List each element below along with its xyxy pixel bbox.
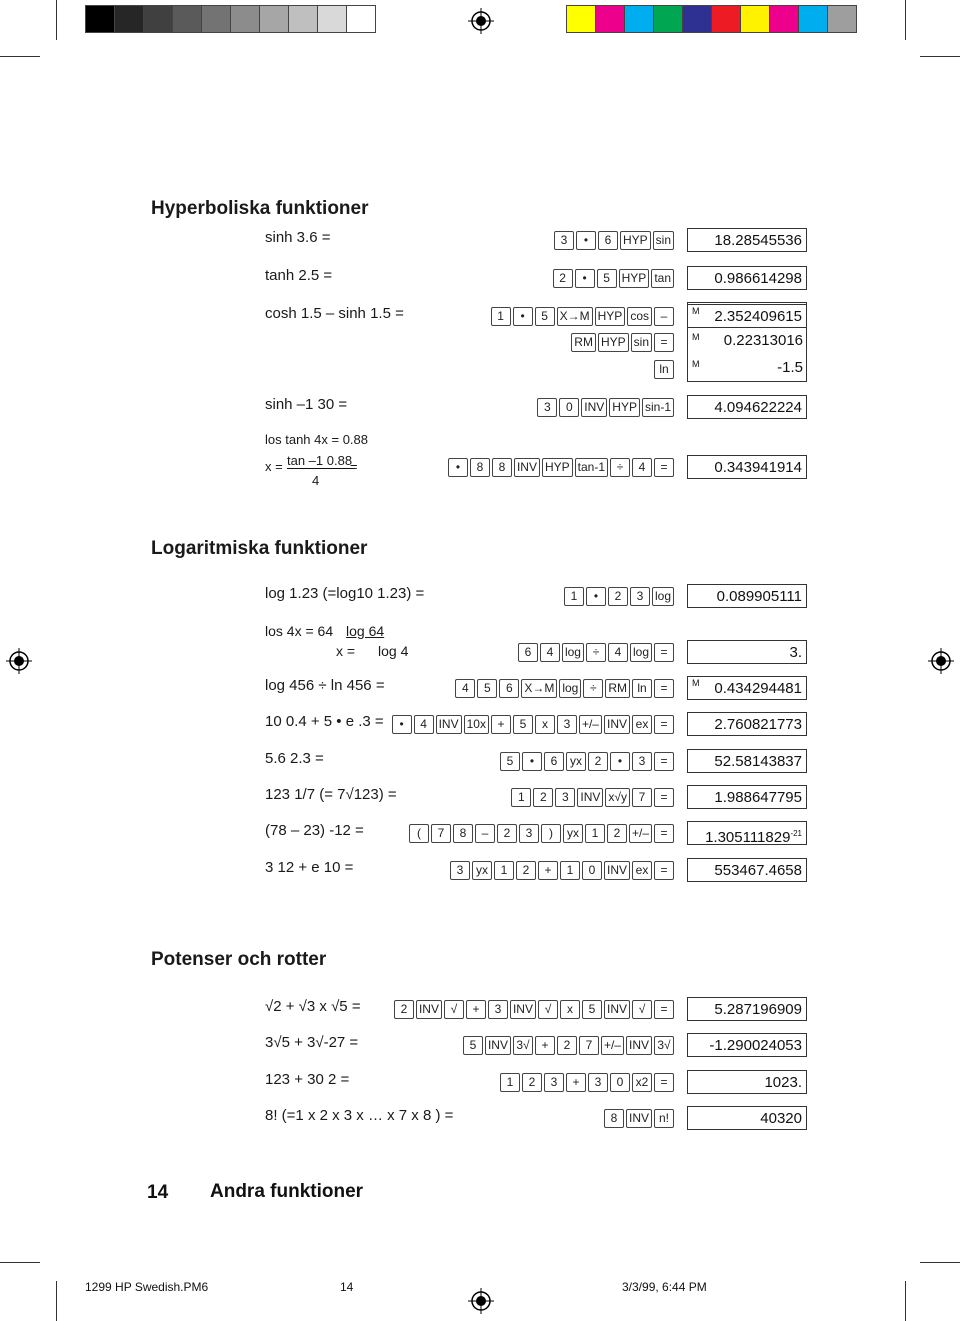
calculator-key: 2 xyxy=(533,788,553,807)
color-swatch xyxy=(260,6,289,32)
calculator-key: 5 xyxy=(463,1036,483,1055)
crop-mark xyxy=(905,1281,906,1321)
calculator-key: yx xyxy=(563,824,583,843)
keystroke-sequence xyxy=(463,1036,674,1055)
color-swatch xyxy=(625,6,654,32)
calculator-key: • xyxy=(575,269,595,288)
calculator-key: INV xyxy=(416,1000,442,1019)
display-result: 5.287196909 xyxy=(687,997,807,1021)
color-swatch xyxy=(567,6,596,32)
crop-mark xyxy=(56,1281,57,1321)
calculator-key: = xyxy=(654,458,674,477)
memory-indicator: M xyxy=(692,332,700,342)
calculator-key: INV xyxy=(514,458,540,477)
example-label: log 4 xyxy=(378,643,409,659)
display-exponent: -21 xyxy=(790,829,802,838)
calculator-key: 2 xyxy=(497,824,517,843)
color-swatch xyxy=(741,6,770,32)
calculator-key: 5 xyxy=(597,269,617,288)
calculator-key: 4 xyxy=(455,679,475,698)
example-label: 3 12 + e 10 = xyxy=(265,859,354,876)
display-result: 52.58143837 xyxy=(687,749,807,773)
calculator-key: √ xyxy=(444,1000,464,1019)
calculator-key: = xyxy=(654,715,674,734)
calculator-key: X→M xyxy=(521,679,557,698)
color-swatch xyxy=(683,6,712,32)
color-bar xyxy=(566,5,857,33)
calculator-key: 4 xyxy=(608,643,628,662)
color-swatch xyxy=(318,6,347,32)
color-swatch xyxy=(654,6,683,32)
footer-date: 3/3/99, 6:44 PM xyxy=(622,1280,707,1294)
keystroke-sequence xyxy=(455,679,674,698)
calculator-key: 7 xyxy=(632,788,652,807)
calculator-key: 4 xyxy=(632,458,652,477)
example-label: x = xyxy=(336,643,356,659)
calculator-key: 2 xyxy=(516,861,536,880)
calculator-key: x2 xyxy=(632,1073,652,1092)
calculator-key: +/– xyxy=(629,824,652,843)
calculator-key: +/– xyxy=(601,1036,624,1055)
display-result: 2.760821773 xyxy=(687,712,807,736)
calculator-key: = xyxy=(654,1000,674,1019)
calculator-key: sin-1 xyxy=(642,398,674,417)
display-result: 0.434294481 xyxy=(687,676,807,700)
calculator-key: INV xyxy=(581,398,607,417)
calculator-key: 0 xyxy=(582,861,602,880)
calculator-key: 3 xyxy=(544,1073,564,1092)
calculator-key: INV xyxy=(604,1000,630,1019)
display-result: 0.986614298 xyxy=(687,266,807,290)
calculator-key: ( xyxy=(409,824,429,843)
keystroke-sequence xyxy=(654,360,674,379)
calculator-key: 1 xyxy=(560,861,580,880)
calculator-key: log xyxy=(562,643,584,662)
color-swatch xyxy=(770,6,799,32)
page-title: Andra funktioner xyxy=(210,1181,364,1202)
calculator-key: ÷ xyxy=(583,679,603,698)
calculator-key: 6 xyxy=(598,231,618,250)
example-label: 4 xyxy=(312,473,320,488)
calculator-key: + xyxy=(491,715,511,734)
example-label: 3√5 + 3√-27 = xyxy=(265,1034,359,1051)
calculator-key: • xyxy=(392,715,412,734)
keystroke-sequence xyxy=(392,715,674,734)
registration-mark-icon xyxy=(928,648,954,674)
display-result: 0.22313016 xyxy=(723,332,803,349)
example-label: √2 + √3 x √5 = xyxy=(265,998,361,1015)
calculator-key: yx xyxy=(472,861,492,880)
keystroke-sequence xyxy=(554,231,674,250)
display-result: -1.290024053 xyxy=(687,1033,807,1057)
grayscale-bar xyxy=(85,5,376,33)
color-swatch xyxy=(799,6,828,32)
calculator-key: 3 xyxy=(450,861,470,880)
keystroke-sequence xyxy=(604,1109,674,1128)
calculator-key: 3 xyxy=(588,1073,608,1092)
calculator-key: INV xyxy=(485,1036,511,1055)
calculator-key: 2 xyxy=(557,1036,577,1055)
keystroke-sequence xyxy=(409,824,674,843)
example-label: tan –1 0.88 xyxy=(287,453,355,469)
calculator-key: 6 xyxy=(544,752,564,771)
calculator-key: 1 xyxy=(564,587,584,606)
memory-indicator: M xyxy=(692,359,700,369)
calculator-key: INV xyxy=(510,1000,536,1019)
footer-file: 1299 HP Swedish.PM6 xyxy=(85,1280,209,1294)
calculator-key: 4 xyxy=(414,715,434,734)
display-result: 40320 xyxy=(687,1106,807,1130)
section-heading-powers: Potenser och rotter xyxy=(151,949,327,970)
calculator-key: = xyxy=(654,861,674,880)
example-label: sinh –1 30 = xyxy=(265,396,348,413)
display-result: 4.094622224 xyxy=(687,395,807,419)
example-label: 10 0.4 + 5 • e .3 = xyxy=(265,713,384,730)
calculator-key: 3 xyxy=(632,752,652,771)
keystroke-sequence xyxy=(518,643,674,662)
calculator-key: ln xyxy=(632,679,652,698)
color-swatch xyxy=(712,6,741,32)
calculator-key: = xyxy=(654,1073,674,1092)
example-label: log 456 ÷ ln 456 = xyxy=(265,677,385,694)
display-result: 3. xyxy=(687,640,807,664)
example-label: log 1.23 (=log10 1.23) = xyxy=(265,585,425,602)
calculator-key: n! xyxy=(654,1109,674,1128)
color-swatch xyxy=(202,6,231,32)
color-swatch xyxy=(115,6,144,32)
calculator-key: 3 xyxy=(555,788,575,807)
keystroke-sequence xyxy=(500,752,674,771)
crop-mark xyxy=(920,1262,960,1263)
calculator-key: log xyxy=(652,587,674,606)
calculator-key: • xyxy=(586,587,606,606)
registration-mark-icon xyxy=(468,8,494,34)
calculator-key: ex xyxy=(632,715,652,734)
color-swatch xyxy=(231,6,260,32)
calculator-key: • xyxy=(448,458,468,477)
calculator-key: 2 xyxy=(394,1000,414,1019)
calculator-key: 1 xyxy=(500,1073,520,1092)
calculator-key: 1 xyxy=(585,824,605,843)
calculator-key: ex xyxy=(632,861,652,880)
calculator-key: HYP xyxy=(598,333,629,352)
calculator-key: INV xyxy=(604,861,630,880)
calculator-key: ) xyxy=(541,824,561,843)
keystroke-sequence xyxy=(564,587,674,606)
calculator-key: 5 xyxy=(513,715,533,734)
calculator-key: 3 xyxy=(488,1000,508,1019)
calculator-key: 5 xyxy=(500,752,520,771)
calculator-key: ÷ xyxy=(610,458,630,477)
calculator-key: = xyxy=(654,643,674,662)
example-label: 8! (=1 x 2 x 3 x … x 7 x 8 ) = xyxy=(265,1107,454,1124)
section-heading-logarithmic: Logaritmiska funktioner xyxy=(151,538,368,559)
calculator-key: • xyxy=(522,752,542,771)
keystroke-sequence xyxy=(553,269,674,288)
calculator-key: + xyxy=(538,861,558,880)
calculator-key: +/– xyxy=(579,715,602,734)
keystroke-sequence xyxy=(491,307,674,326)
display-result: $1.305111829^{-21}$ xyxy=(687,821,807,845)
calculator-key: 10x xyxy=(464,715,489,734)
example-label: sinh 3.6 = xyxy=(265,229,331,246)
calculator-key: = xyxy=(654,333,674,352)
crop-mark xyxy=(0,1262,40,1263)
color-swatch xyxy=(173,6,202,32)
example-label: los tanh 4x = 0.88 xyxy=(265,432,368,447)
example-label: (78 – 23) -12 = xyxy=(265,822,364,839)
calculator-key: 2 xyxy=(607,824,627,843)
color-swatch xyxy=(347,6,375,32)
calculator-key: + xyxy=(535,1036,555,1055)
calculator-key: log xyxy=(630,643,652,662)
example-label: = xyxy=(350,459,358,474)
calculator-key: = xyxy=(654,824,674,843)
calculator-key: INV xyxy=(604,715,630,734)
calculator-key: = xyxy=(654,788,674,807)
calculator-key: 0 xyxy=(610,1073,630,1092)
keystroke-sequence xyxy=(511,788,674,807)
calculator-key: 4 xyxy=(540,643,560,662)
color-swatch xyxy=(596,6,625,32)
calculator-key: ÷ xyxy=(586,643,606,662)
memory-group-frame xyxy=(687,302,807,382)
registration-mark-icon xyxy=(6,648,32,674)
calculator-key: x xyxy=(535,715,555,734)
calculator-key: 2 xyxy=(608,587,628,606)
keystroke-sequence xyxy=(500,1073,674,1092)
calculator-key: √ xyxy=(538,1000,558,1019)
calculator-key: 3 xyxy=(557,715,577,734)
color-swatch xyxy=(828,6,856,32)
calculator-key: tan xyxy=(651,269,674,288)
calculator-key: HYP xyxy=(542,458,573,477)
example-label: tanh 2.5 = xyxy=(265,267,333,284)
display-result: 553467.4658 xyxy=(687,858,807,882)
example-label: x = xyxy=(265,459,283,474)
keystroke-sequence xyxy=(450,861,674,880)
display-result: 0.343941914 xyxy=(687,455,807,479)
registration-mark-icon xyxy=(468,1288,494,1314)
example-label: cosh 1.5 – sinh 1.5 = xyxy=(265,305,404,322)
calculator-key: 5 xyxy=(582,1000,602,1019)
calculator-key: x√y xyxy=(605,788,630,807)
example-label: los 4x = 64 xyxy=(265,623,334,639)
example-label: 123 + 30 2 = xyxy=(265,1071,350,1088)
calculator-key: = xyxy=(654,752,674,771)
calculator-key: X→M xyxy=(557,307,593,326)
calculator-key: log xyxy=(559,679,581,698)
footer-page: 14 xyxy=(340,1280,354,1294)
calculator-key: 7 xyxy=(431,824,451,843)
calculator-key: HYP xyxy=(620,231,651,250)
calculator-key: 1 xyxy=(511,788,531,807)
calculator-key: 1 xyxy=(494,861,514,880)
example-label: 5.6 2.3 = xyxy=(265,750,324,767)
crop-mark xyxy=(56,0,57,40)
calculator-key: 8 xyxy=(604,1109,624,1128)
calculator-key: 3 xyxy=(554,231,574,250)
calculator-key: cos xyxy=(627,307,652,326)
calculator-key: INV xyxy=(436,715,462,734)
calculator-key: + xyxy=(466,1000,486,1019)
calculator-key: 5 xyxy=(535,307,555,326)
calculator-key: yx xyxy=(566,752,586,771)
display-result: 1.988647795 xyxy=(687,785,807,809)
calculator-key: 3 xyxy=(630,587,650,606)
calculator-key: • xyxy=(576,231,596,250)
calculator-key: sin xyxy=(653,231,674,250)
calculator-key: INV xyxy=(577,788,603,807)
crop-mark xyxy=(905,0,906,40)
crop-mark xyxy=(920,56,960,57)
section-heading-hyperbolic: Hyperboliska funktioner xyxy=(151,198,369,219)
calculator-key: tan-1 xyxy=(575,458,608,477)
calculator-key: x xyxy=(560,1000,580,1019)
calculator-key: 5 xyxy=(477,679,497,698)
calculator-key: + xyxy=(566,1073,586,1092)
calculator-key: 0 xyxy=(559,398,579,417)
calculator-key: • xyxy=(610,752,630,771)
calculator-key: 1 xyxy=(491,307,511,326)
page-number: 14 xyxy=(147,1182,169,1203)
color-swatch xyxy=(86,6,115,32)
calculator-key: 8 xyxy=(470,458,490,477)
calculator-key: 8 xyxy=(492,458,512,477)
calculator-key: 3√ xyxy=(513,1036,533,1055)
display-result: 18.28545536 xyxy=(687,228,807,252)
display-result: -1.5 xyxy=(777,359,803,376)
calculator-key: 6 xyxy=(518,643,538,662)
color-swatch xyxy=(289,6,318,32)
calculator-key: RM xyxy=(571,333,596,352)
calculator-key: 2 xyxy=(522,1073,542,1092)
memory-indicator: M xyxy=(692,678,700,688)
calculator-key: 3 xyxy=(519,824,539,843)
calculator-key: 2 xyxy=(588,752,608,771)
calculator-key: HYP xyxy=(595,307,626,326)
calculator-key: 6 xyxy=(499,679,519,698)
display-result: 1023. xyxy=(687,1070,807,1094)
keystroke-sequence xyxy=(537,398,674,417)
calculator-key: 8 xyxy=(453,824,473,843)
calculator-key: HYP xyxy=(619,269,650,288)
calculator-key: INV xyxy=(626,1036,652,1055)
display-result: 0.089905111 xyxy=(687,584,807,608)
calculator-key: 3√ xyxy=(654,1036,674,1055)
display-result: 2.352409615 xyxy=(687,304,807,328)
calculator-key: HYP xyxy=(609,398,640,417)
calculator-key: 7 xyxy=(579,1036,599,1055)
memory-indicator: M xyxy=(692,306,700,316)
calculator-key: RM xyxy=(605,679,630,698)
crop-mark xyxy=(0,56,40,57)
calculator-key: = xyxy=(654,679,674,698)
calculator-key: – xyxy=(654,307,674,326)
calculator-key: 2 xyxy=(553,269,573,288)
color-swatch xyxy=(144,6,173,32)
keystroke-sequence xyxy=(448,458,674,477)
example-label: 123 1/7 (= 7√123) = xyxy=(265,786,397,803)
calculator-key: – xyxy=(475,824,495,843)
calculator-key: 3 xyxy=(537,398,557,417)
example-label: log 64 xyxy=(346,623,385,639)
calculator-key: sin xyxy=(631,333,652,352)
calculator-key: • xyxy=(513,307,533,326)
keystroke-sequence xyxy=(394,1000,674,1019)
calculator-key: √ xyxy=(632,1000,652,1019)
calculator-key: ln xyxy=(654,360,674,379)
calculator-key: INV xyxy=(626,1109,652,1128)
keystroke-sequence xyxy=(571,333,674,352)
